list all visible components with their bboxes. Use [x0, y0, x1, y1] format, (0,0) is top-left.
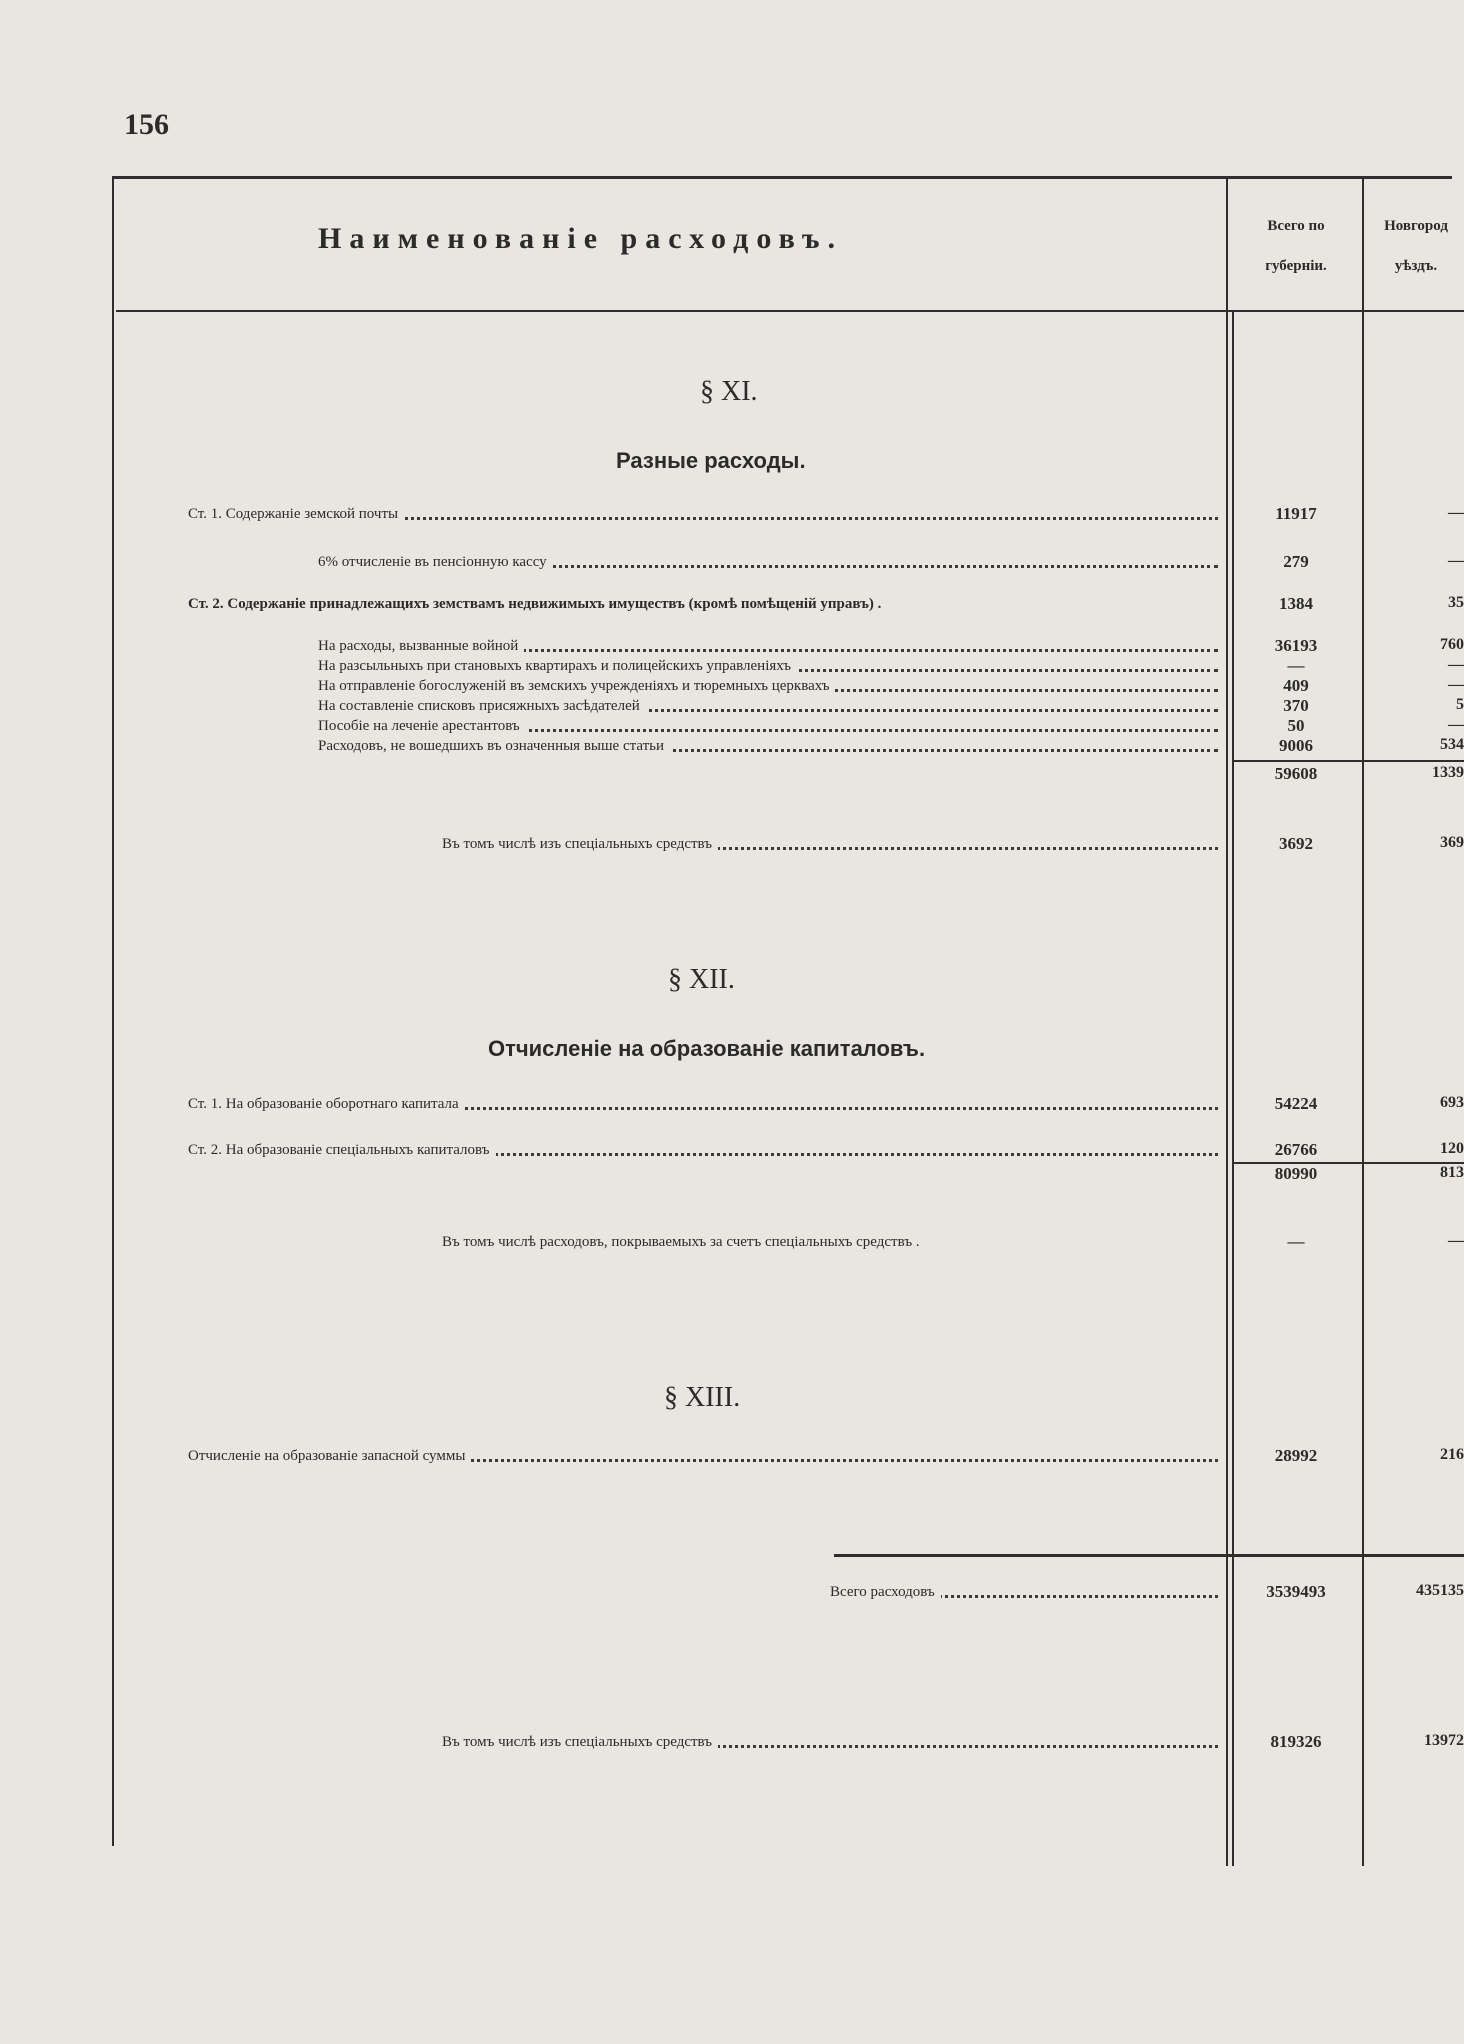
row-total: 279 — [1283, 552, 1309, 571]
col-divider-1 — [1226, 176, 1228, 1866]
table-row: Расходовъ, не вошедшихъ въ означенныя выше статьи — [318, 738, 1218, 755]
row-district: 35 — [1448, 594, 1464, 611]
table-row: Ст. 2. На образованіе спеціальныхъ капиталовъ — [188, 1142, 1218, 1159]
section-title: § XIII. — [664, 1382, 741, 1413]
grand-total-rule — [834, 1554, 1464, 1557]
grand-total: 3539493 — [1266, 1582, 1326, 1601]
row-total: 28992 — [1274, 1446, 1318, 1465]
table-row: Ст. 1. На образованіе оборотнаго капитала — [188, 1096, 1218, 1113]
table-row: Въ томъ числѣ изъ спеціальныхъ средствъ — [442, 836, 1218, 853]
row-total: 819326 — [1270, 1732, 1322, 1751]
row-total: 26766 — [1274, 1140, 1318, 1159]
row-district: 120 — [1440, 1140, 1464, 1157]
section-title: § XII. — [668, 964, 735, 995]
row-district: — — [1448, 676, 1464, 693]
page-number: 156 — [124, 108, 169, 141]
column-header-district — [1368, 206, 1464, 286]
row-district: — — [1448, 1232, 1464, 1249]
section-subtitle: Разные расходы. — [616, 448, 806, 473]
subtotal-total: 80990 — [1274, 1164, 1318, 1183]
column-header-district-line2: уѣздъ. — [1394, 258, 1438, 274]
row-district: 534 — [1440, 736, 1464, 753]
row-district: — — [1448, 656, 1464, 673]
table-row: Ст. 1. Содержаніе земской почты — [188, 506, 1218, 523]
subtotal-district: 813 — [1440, 1164, 1464, 1181]
row-total: — — [1287, 656, 1305, 675]
table-header-rule — [116, 310, 1464, 312]
row-total: 3692 — [1279, 834, 1313, 853]
col-divider-1b — [1232, 312, 1234, 1866]
row-total: 54224 — [1274, 1094, 1318, 1113]
row-total: 36193 — [1274, 636, 1318, 655]
row-total: 9006 — [1279, 736, 1313, 755]
subtotal-rule — [1234, 760, 1464, 762]
row-total: 409 — [1283, 676, 1309, 695]
table-row: Ст. 2. Содержаніе принадлежащихъ земствамъ недвижимыхъ имуществъ (кромѣ помѣщеній управъ) . — [188, 596, 1218, 613]
row-total: — — [1287, 1232, 1305, 1251]
row-district: — — [1448, 552, 1464, 569]
row-total: 370 — [1283, 696, 1309, 715]
row-district: — — [1448, 716, 1464, 733]
subtotal-total: 59608 — [1274, 764, 1318, 783]
table-row: Въ томъ числѣ расходовъ, покрываемыхъ за счетъ спеціальныхъ средствъ . — [442, 1234, 1218, 1251]
table-left-rule — [112, 176, 114, 1846]
col-divider-2 — [1362, 176, 1364, 1866]
row-district: 760 — [1440, 636, 1464, 653]
column-header-total — [1236, 206, 1356, 286]
column-header-district-line1: Новгород — [1384, 218, 1448, 234]
subtotal-district: 1339 — [1432, 764, 1464, 781]
row-district: 5 — [1456, 696, 1464, 713]
row-district: 369 — [1440, 834, 1464, 851]
row-district: 13972 — [1424, 1732, 1464, 1749]
column-header-title: Наименованіе расходовъ. — [318, 222, 844, 255]
column-header-total-line2: губерніи. — [1265, 258, 1327, 274]
column-header-total-line1: Всего по — [1267, 218, 1325, 234]
table-row: 6% отчисленіе въ пенсіонную кассу — [318, 554, 1218, 571]
section-title: § XI. — [700, 376, 758, 407]
row-total: 11917 — [1275, 504, 1317, 523]
row-district: 693 — [1440, 1094, 1464, 1111]
row-total: 50 — [1287, 716, 1305, 735]
table-row: Въ томъ числѣ изъ спеціальныхъ средствъ — [442, 1734, 1218, 1751]
section-subtitle: Отчисленіе на образованіе капиталовъ. — [488, 1036, 926, 1061]
row-district: — — [1448, 504, 1464, 521]
table-row: На расходы, вызванные войной — [318, 638, 1218, 655]
grand-total-district: 435135 — [1416, 1582, 1464, 1599]
row-district: 216 — [1440, 1446, 1464, 1463]
table-row: Отчисленіе на образованіе запасной суммы — [188, 1448, 1218, 1465]
table-row: Пособіе на леченіе арестантовъ — [318, 718, 1218, 735]
table-top-rule — [112, 176, 1452, 179]
row-total: 1384 — [1279, 594, 1313, 613]
table-row: На отправленіе богослуженій въ земскихъ учрежденіяхъ и тюремныхъ церквахъ — [318, 678, 1218, 695]
table-row: Всего расходовъ — [830, 1584, 1218, 1601]
table-row: На составленіе списковъ присяжныхъ засѣдателей — [318, 698, 1218, 715]
table-row: На разсыльныхъ при становыхъ квартирахъ и полицейскихъ управленіяхъ — [318, 658, 1218, 675]
